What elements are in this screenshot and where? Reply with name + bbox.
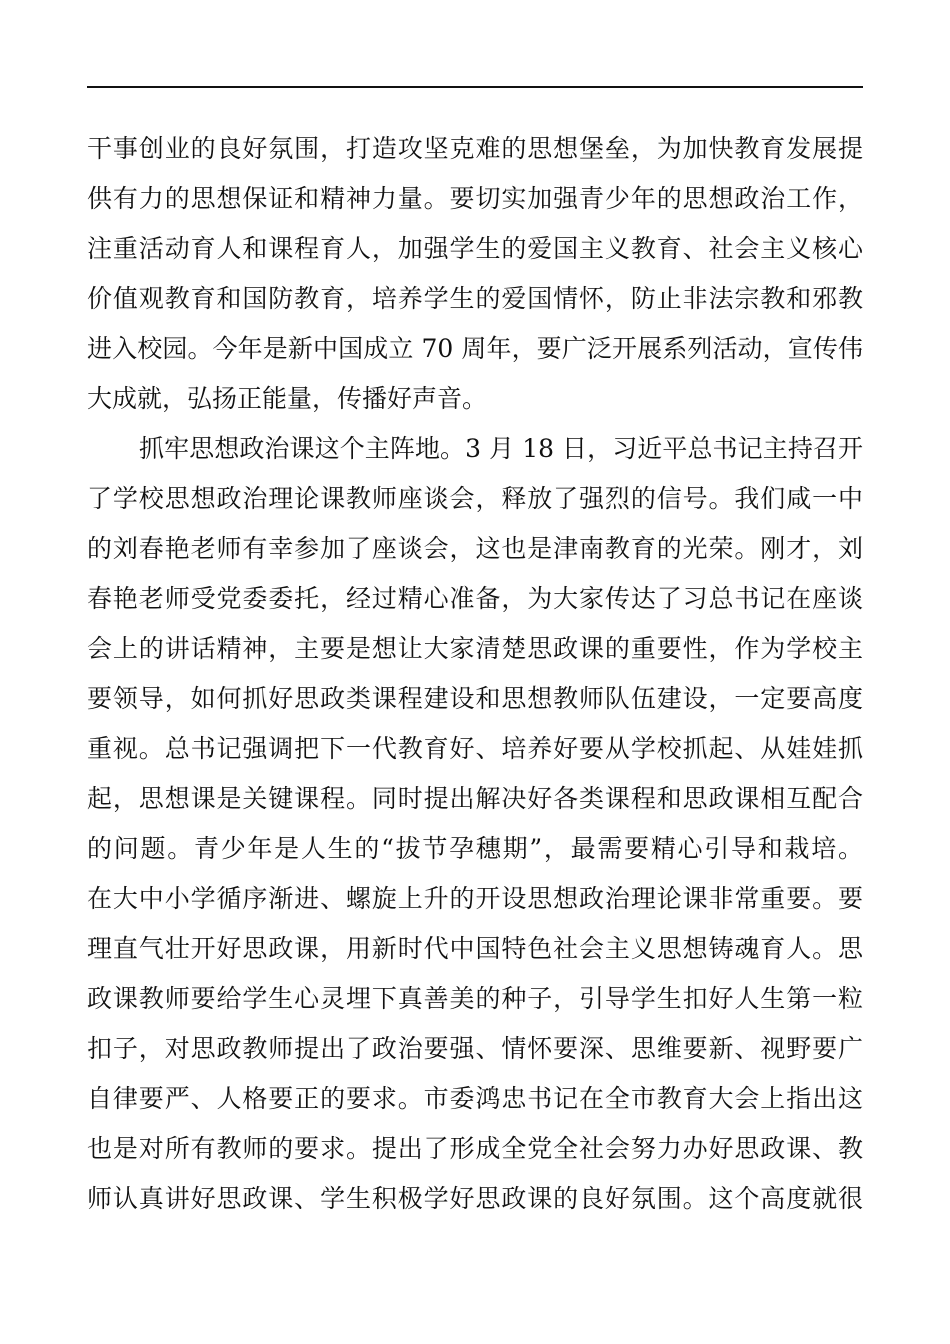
text-line: 供有力的思想保证和精神力量。要切实加强青少年的思想政治工作， [87, 184, 863, 213]
text-line: 进入校园。今年是新中国成立 70 周年，要广泛开展系列活动，宣传伟 [87, 334, 863, 363]
text-line: 扣子，对思政教师提出了政治要强、情怀要深、思维要新、视野要广 [87, 1034, 863, 1063]
text-line: 大成就，弘扬正能量，传播好声音。 [87, 384, 488, 413]
text-line: 抓牢思想政治课这个主阵地。3 月 18 日，习近平总书记主持召开 [139, 434, 863, 463]
text-line: 要领导，如何抓好思政类课程建设和思想教师队伍建设，一定要高度 [87, 684, 863, 713]
text-line: 了学校思想政治理论课教师座谈会，释放了强烈的信号。我们咸一中 [87, 484, 863, 513]
text-line: 政课教师要给学生心灵埋下真善美的种子，引导学生扣好人生第一粒 [87, 984, 863, 1013]
text-line: 师认真讲好思政课、学生积极学好思政课的良好氛围。这个高度就很 [87, 1184, 863, 1213]
text-line: 自律要严、人格要正的要求。市委鸿忠书记在全市教育大会上指出这 [87, 1084, 863, 1113]
text-line: 价值观教育和国防教育，培养学生的爱国情怀，防止非法宗教和邪教 [87, 284, 863, 313]
text-line: 干事创业的良好氛围，打造攻坚克难的思想堡垒，为加快教育发展提 [87, 134, 863, 163]
text-line: 重视。总书记强调把下一代教育好、培养好要从学校抓起、从娃娃抓 [87, 734, 863, 763]
text-line: 起，思想课是关键课程。同时提出解决好各类课程和思政课相互配合 [87, 784, 863, 813]
text-line: 理直气壮开好思政课，用新时代中国特色社会主义思想铸魂育人。思 [87, 934, 863, 963]
text-line: 注重活动育人和课程育人，加强学生的爱国主义教育、社会主义核心 [87, 234, 863, 263]
text-line: 的问题。青少年是人生的“拔节孕穗期”，最需要精心引导和栽培。 [87, 834, 863, 863]
text-line: 在大中小学循序渐进、螺旋上升的开设思想政治理论课非常重要。要 [87, 884, 863, 913]
document-body [87, 124, 863, 1224]
text-line: 会上的讲话精神，主要是想让大家清楚思政课的重要性，作为学校主 [87, 634, 863, 663]
text-line: 春艳老师受党委委托，经过精心准备，为大家传达了习总书记在座谈 [87, 584, 863, 613]
text-line: 也是对所有教师的要求。提出了形成全党全社会努力办好思政课、教 [87, 1134, 863, 1163]
header-rule [87, 86, 863, 88]
text-line: 的刘春艳老师有幸参加了座谈会，这也是津南教育的光荣。刚才，刘 [87, 534, 863, 563]
